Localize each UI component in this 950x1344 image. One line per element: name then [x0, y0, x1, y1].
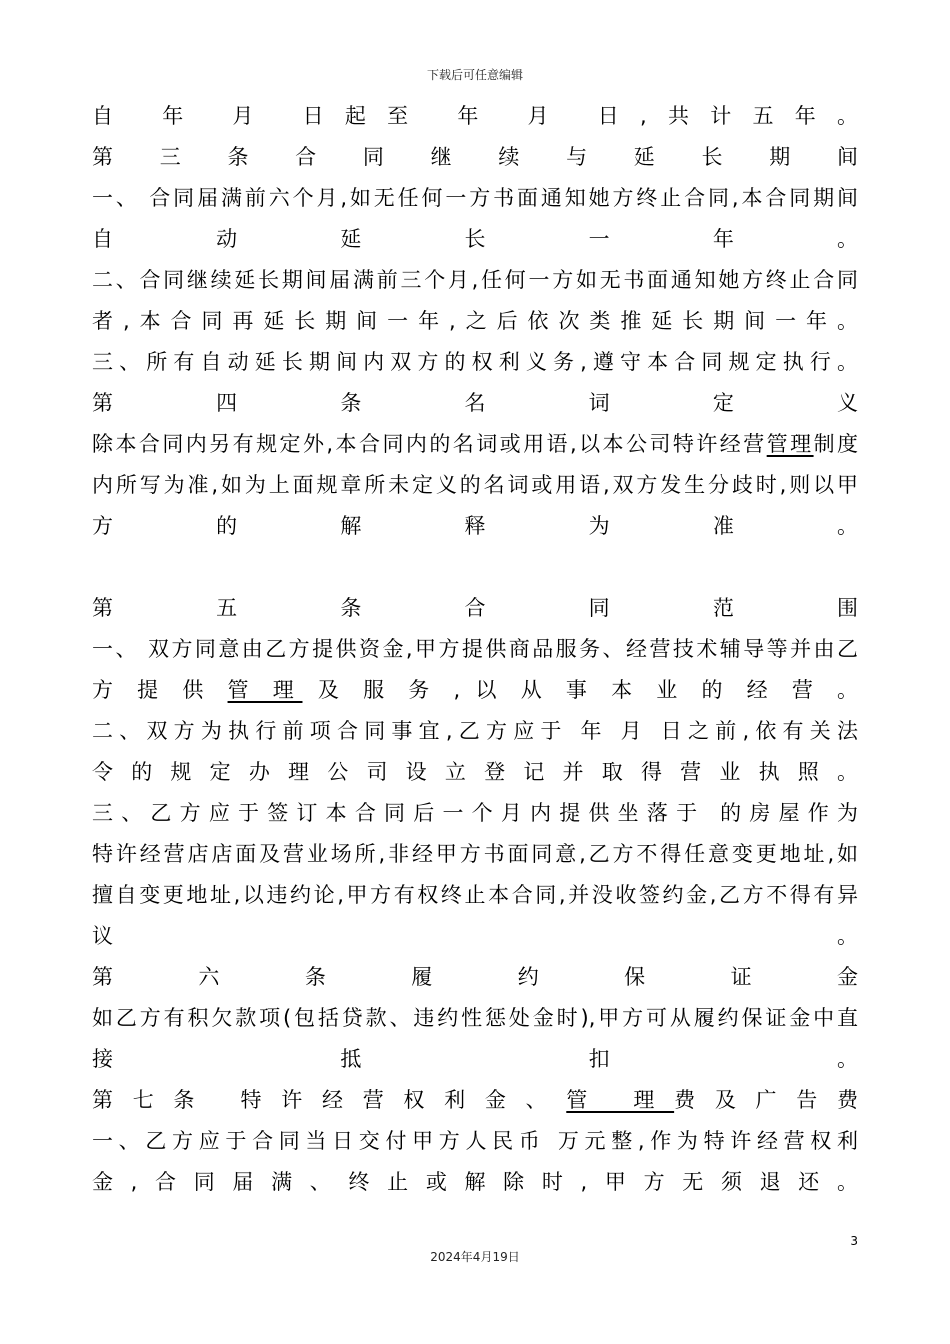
- text-line: 一、 双方同意由乙方提供资金,甲方提供商品服务、经营技术辅导等并由乙: [92, 637, 858, 661]
- text-line: 者,本合同再延长期间一年,之后依次类推延长期间一年。: [92, 309, 858, 333]
- article-heading: 第 五 条 合 同 范 围: [92, 596, 858, 620]
- page-number: 3: [850, 1234, 858, 1248]
- text-line: 特许经营店店面及营业场所,非经甲方书面同意,乙方不得任意变更地址,如: [92, 842, 858, 866]
- text-line: 自 动 延 长 一 年 。: [92, 227, 858, 251]
- text-line: 方 的 解 释 为 准 。: [92, 514, 858, 538]
- underlined-term: 管 理: [227, 678, 303, 702]
- text-segment: 及 服 务 , 以 从 事 本 业 的 经 营 。: [302, 678, 858, 702]
- text-line: 一、 合同届满前六个月,如无任何一方书面通知她方终止合同,本合同期间: [92, 186, 858, 210]
- text-line: 接 抵 扣 。: [92, 1047, 858, 1071]
- text-segment: 费及广告费: [674, 1088, 858, 1112]
- article-heading: 第 六 条 履 约 保 证 金: [92, 965, 858, 989]
- text-line: 议 。: [92, 924, 858, 948]
- underlined-term: 管理: [766, 432, 814, 456]
- article-heading: 第 四 条 名 词 定 义: [92, 391, 858, 415]
- text-line: [92, 424, 858, 465]
- text-segment: 除本合同内另有规定外,本合同内的名词或用语,以本公司特许经营: [92, 432, 767, 456]
- text-line: 二、双方为执行前项合同事宜,乙方应于 年 月 日之前,依有关法: [92, 719, 858, 743]
- page-footer-date: 2024年4月19日: [430, 1250, 520, 1264]
- blank-line: [92, 547, 858, 588]
- article-heading: 第 三 条 合 同 继 续 与 延 长 期 间: [92, 145, 858, 169]
- text-line: 一、乙方应于合同当日交付甲方人民币 万元整,作为特许经营权利: [92, 1129, 858, 1153]
- page-header: 下载后可任意编辑: [426, 68, 523, 82]
- text-line: 三、乙方应于签订本合同后一个月内提供坐落于 的房屋作为: [92, 801, 858, 825]
- text-line: 金,合同届满、终止或解除时,甲方无须退还。: [92, 1170, 858, 1194]
- document-body: [92, 96, 858, 1203]
- text-line: 三、所有自动延长期间内双方的权利义务,遵守本合同规定执行。: [92, 350, 858, 374]
- text-segment: 第七条 特许经营权利金、: [92, 1088, 567, 1112]
- text-line: 擅自变更地址,以违约论,甲方有权终止本合同,并没收签约金,乙方不得有异: [92, 883, 858, 907]
- text-segment: 制度: [813, 432, 859, 456]
- text-segment: 方 提 供: [92, 678, 228, 702]
- text-line: 令的规定办理公司设立登记并取得营业执照。: [92, 760, 858, 784]
- text-line: 内所写为准,如为上面规章所未定义的名词或用语,双方发生分歧时,则以甲: [92, 473, 858, 497]
- underlined-term: 管 理: [566, 1088, 675, 1112]
- text-line: [92, 670, 858, 711]
- text-line: 如乙方有积欠款项(包括贷款、违约性惩处金时),甲方可从履约保证金中直: [92, 1006, 858, 1030]
- text-line: 二、合同继续延长期间届满前三个月,任何一方如无书面通知她方终止合同: [92, 268, 858, 292]
- text-line: 自 年 月 日起至 年 月 日,共计五年。: [92, 104, 858, 128]
- article-heading: [92, 1080, 858, 1121]
